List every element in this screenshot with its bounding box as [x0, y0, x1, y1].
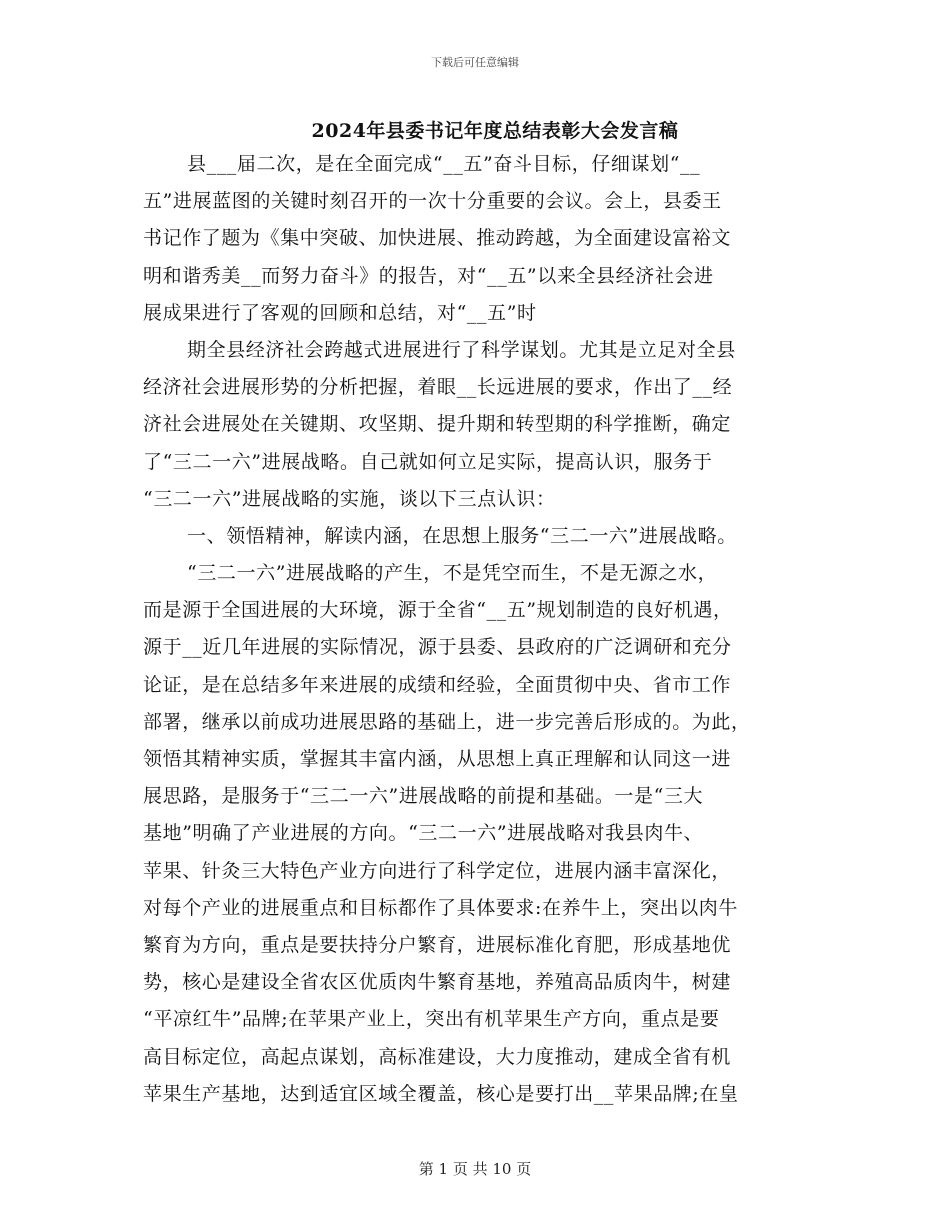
page-footer: 第 1 页 共 10 页 — [418, 1160, 532, 1178]
paragraph-line: 源于__近几年进展的实际情况，源于县委、县政府的广泛调研和充分 — [143, 636, 732, 659]
paragraph-line: 五”进展蓝图的关键时刻召开的一次十分重要的会议。会上，县委王 — [143, 190, 722, 213]
paragraph-line: 展成果进行了客观的回顾和总结，对“__五”时 — [143, 301, 537, 324]
paragraph-line: 繁育为方向，重点是要扶持分户繁育，进展标准化育肥，形成基地优 — [143, 933, 732, 956]
paragraph-line: “三二一六”进展战略的实施，谈以下三点认识： — [143, 487, 556, 510]
paragraph-line: 领悟其精神实质，掌握其丰富内涵，从思想上真正理解和认同这一进 — [143, 748, 732, 770]
document-title: 2024年县委书记年度总结表彰大会发言稿 — [311, 120, 679, 142]
paragraph-line: 展思路，是服务于“三二一六”进展战略的前提和基础。一是“三大 — [143, 785, 704, 808]
paragraph-line: 期全县经济社会跨越式进展进行了科学谋划。尤其是立足对全县 — [187, 338, 736, 361]
document-body — [143, 146, 823, 1113]
paragraph-line: 济社会进展处在关键期、攻坚期、提升期和转型期的科学推断，确定 — [143, 413, 732, 436]
paragraph-line: 书记作了题为《集中突破、加快进展、推动跨越，为全面建设富裕文 — [143, 227, 732, 250]
paragraph-line: 经济社会进展形势的分析把握，着眼__长远进展的要求，作出了__经 — [143, 376, 733, 399]
paragraph-line: 明和谐秀美__而努力奋斗》的报告，对“__五”以来全县经济社会进 — [143, 264, 714, 287]
paragraph-line: 对每个产业的进展重点和目标都作了具体要求:在养牛上，突出以肉牛 — [143, 896, 739, 919]
paragraph-line: 基地”明确了产业进展的方向。“三二一六”进展战略对我县肉牛、 — [143, 822, 704, 845]
paragraph-line: 高目标定位，高起点谋划，高标准建设，大力度推动，建成全省有机 — [143, 1045, 732, 1068]
paragraph-line: 而是源于全国进展的大环境，源于全省“__五”规划制造的良好机遇， — [143, 599, 733, 622]
section-heading-line: 一、领悟精神，解读内涵，在思想上服务“三二一六”进展战略。 — [187, 524, 737, 547]
paragraph-line: “三二一六”进展战略的产生，不是凭空而生，不是无源之水， — [187, 562, 718, 585]
paragraph-line: “平凉红牛”品牌;在苹果产业上，突出有机苹果生产方向，重点是要 — [143, 1008, 720, 1031]
paragraph-line: 了“三二一六”进展战略。自己就如何立足实际，提高认识，服务于 — [143, 450, 713, 473]
paragraph-line: 苹果生产基地，达到适宜区域全覆盖，核心是要打出__苹果品牌;在皇 — [143, 1082, 739, 1105]
paragraph-line: 苹果、针灸三大特色产业方向进行了科学定位，进展内涵丰富深化， — [143, 859, 732, 882]
paragraph-line: 部署，继承以前成功进展思路的基础上，进一步完善后形成的。为此， — [143, 710, 751, 733]
paragraph-line: 论证，是在总结多年来进展的成绩和经验，全面贯彻中央、省市工作 — [143, 673, 732, 696]
paragraph-line: 县___届二次，是在全面完成“__五”奋斗目标，仔细谋划“__ — [187, 153, 701, 175]
paragraph-line: 势，核心是建设全省农区优质肉牛繁育基地，养殖高品质肉牛，树建 — [143, 971, 732, 994]
header-note: 下载后可任意编辑 — [431, 56, 519, 69]
